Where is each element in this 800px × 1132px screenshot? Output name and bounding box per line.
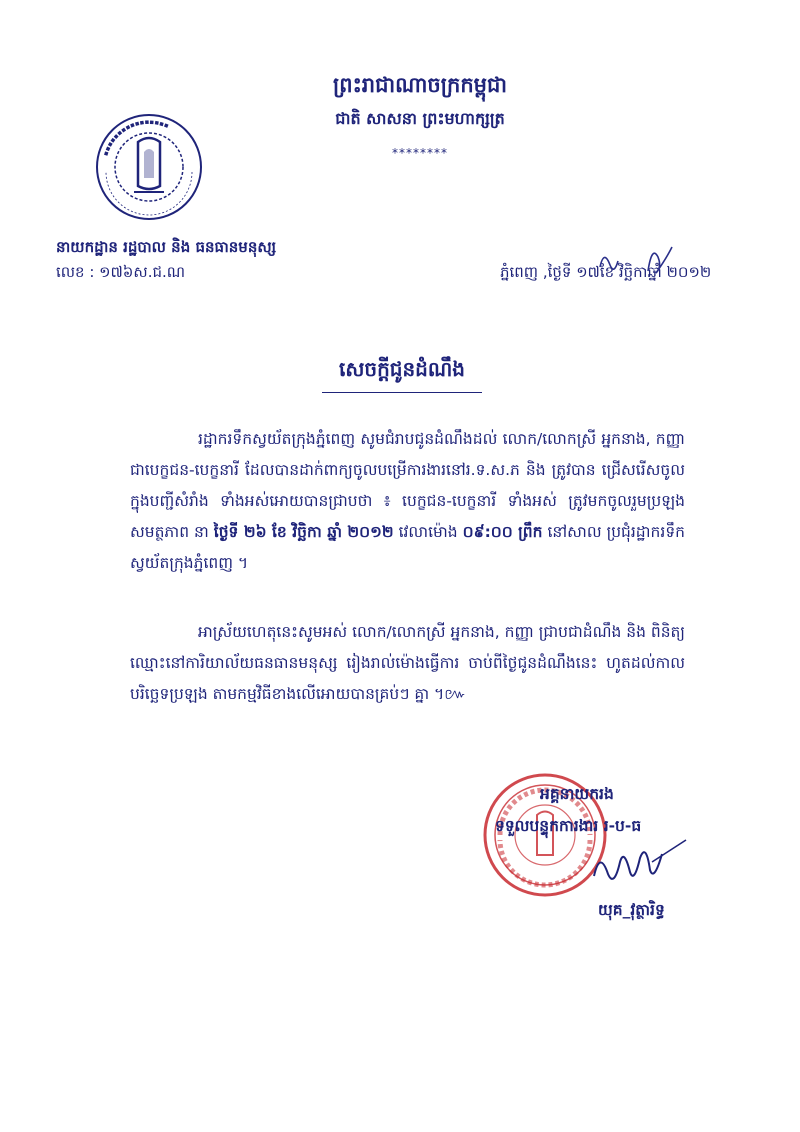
paragraph-text: នៅសាល ប្រជុំរដ្ឋាករទឹកស្វយ័តក្រុងភ្នំពេញ ។ — [130, 523, 685, 572]
department-name: នាយកដ្ឋាន រដ្ឋបាល និង ធនធានមនុស្ស — [56, 238, 277, 256]
exam-date: ថ្ងៃទី ២៦ ខែ វិច្ឆិកា ឆ្នាំ ២០១២ — [213, 523, 394, 541]
authority-logo — [94, 112, 204, 222]
paragraph-text: អាស្រ័យហេតុនេះសូមអស់ លោក/លោកស្រី អ្នកនាង, កញ្ញា ជ្រាបជាដំណឹង និង ពិនិត្យឈ្មោះនៅការិយាល័យធនធានមនុស្ស រៀងរាល់ម៉ោងធ្វើការ ចាប់ពីថ្ងៃជូនដំណឹងនេះ ហូតដល់កាលបរិច្ឆេទប្រឡង តាមកម្មវិធីខាងលើអោយបានគ្រប់ៗ គ្នា ។៚ — [130, 623, 686, 703]
announcement-paragraph — [130, 424, 685, 579]
svg-text:▪▪▪▪▪▪▪▪▪▪▪▪▪▪▪▪: ▪▪▪▪▪▪▪▪▪▪▪▪▪▪▪▪ — [101, 117, 171, 157]
signatory-title: ទទួលបន្ទុកការងារ រ-ប-ធ — [495, 817, 642, 835]
paragraph-text: វេលាម៉ោង — [393, 523, 463, 541]
paragraph-body — [130, 424, 685, 579]
reference-number: លេខ : ១៧៦ស.ជ.ណ — [56, 263, 186, 281]
heading-divider-stars: ******** — [392, 146, 448, 160]
handwritten-signature — [590, 832, 690, 892]
kingdom-heading: ព្រះរាជាណាចក្រកម្ពុជា — [332, 73, 507, 97]
paragraph-text: រដ្ឋាករទឹកស្វយ័តក្រុងភ្នំពេញ សូមជំរាបជូនដំណឹងដល់ លោក/លោកស្រី អ្នកនាង, កញ្ញា ជាបេក្ខជន-បេក្ខនារី ដែលបានដាក់ពាក្យចូលបម្រើការងារនៅរ.ទ.ស.ភ និង ត្រូវបាន ជ្រើសរើសចូលក្នុងបញ្ជីសំរាំង ទាំងអស់អោយបានជ្រាបថា ៖ បេក្ខជន-បេក្ខនារី ទាំងអស់ ត្រូវមកចូលរួមប្រឡងសមត្ថភាព នា — [130, 430, 685, 541]
signatory-role: អគ្គនាយករង — [540, 785, 614, 803]
signatory-name: យុគ_វុត្ថារិទ្ធ — [598, 901, 665, 919]
date-line: ភ្នំពេញ ,ថ្ងៃទី ១៧ខែ វិច្ឆិកាឆ្នាំ ២០១២ — [500, 263, 712, 281]
exam-time: ០៩:០០ ព្រឹក — [462, 523, 543, 541]
instruction-paragraph — [130, 617, 685, 710]
national-motto: ជាតិ សាសនា ព្រះមហាក្សត្រ — [335, 109, 505, 128]
document-title: សេចក្តីជូនដំណឹង — [322, 356, 482, 393]
handwritten-date-mark — [596, 237, 686, 282]
